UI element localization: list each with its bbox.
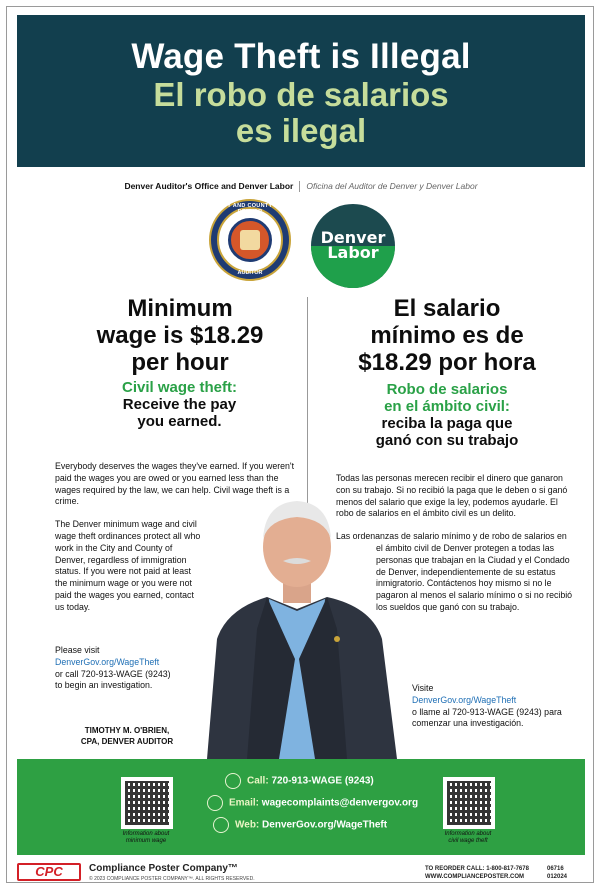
header-banner bbox=[17, 15, 585, 167]
denver-labor-line1: Denver bbox=[320, 228, 386, 247]
copyright: © 2023 COMPLIANCE POSTER COMPANY™. ALL RIGHTS RESERVED. bbox=[89, 876, 255, 882]
right-headline-line3: $18.29 por hora bbox=[358, 349, 536, 376]
auditor-portrait bbox=[187, 489, 407, 759]
seal-top-text: CITY AND COUNTY OF DENVER bbox=[217, 203, 283, 215]
right-sub-dark2: ganó con su trabajo bbox=[375, 432, 519, 449]
poster-code bbox=[547, 865, 567, 881]
qr-pattern bbox=[125, 781, 169, 825]
signature-line1: TIMOTHY M. O'BRIEN, bbox=[84, 726, 170, 735]
left-visit-block bbox=[55, 645, 205, 692]
qr-left-caption-1: Information about bbox=[122, 831, 170, 837]
left-headline bbox=[65, 295, 295, 376]
left-sub-dark2: you earned. bbox=[137, 413, 222, 430]
qr-left-caption-2: minimum wage bbox=[125, 838, 167, 844]
left-subheading bbox=[67, 379, 292, 430]
poster bbox=[6, 6, 594, 883]
qr-code-minimum-wage[interactable] bbox=[121, 777, 173, 829]
seal-bottom-text: AUDITOR bbox=[237, 270, 263, 276]
reorder-website[interactable]: WWW.COMPLIANCEPOSTER.COM bbox=[425, 874, 524, 880]
left-paragraph-1: Everybody deserves the wages they've earned. If you weren't paid the wages you are owed or you earned less than the wages required by the law, we can help. Civil wage theft is a crime. bbox=[55, 461, 295, 507]
denver-labor-logo-text bbox=[311, 230, 395, 260]
left-headline-line1: Minimum bbox=[127, 295, 233, 322]
reorder-info bbox=[425, 865, 529, 881]
right-paragraph-2: Las ordenanzas de salario mínimo y de robo de salarios en el ámbito civil de Denver protegen a todas las personas que trabajan en la Ciudad y el Condado de Denver, independientemente de su estatus inmigratorio. Contáctenos hoy mismo si no le pagaron al menos el salario mínimo o si no recibió los sueldos que ganó con su trabajo. bbox=[336, 531, 573, 612]
title-spanish-line2: es ilegal bbox=[235, 112, 367, 149]
email-label: Email: bbox=[229, 797, 260, 809]
denver-labor-line2: Labor bbox=[327, 243, 379, 262]
right-sub-dark1: reciba la paga que bbox=[381, 415, 513, 432]
call-label: Call: bbox=[247, 775, 269, 787]
left-visit-call: or call 720-913-WAGE (9243) bbox=[55, 668, 171, 679]
signature-line2: CPA, DENVER AUDITOR bbox=[80, 737, 174, 746]
contact-email-row[interactable] bbox=[207, 795, 487, 815]
portrait-pin bbox=[334, 636, 340, 642]
contact-web-row[interactable] bbox=[213, 817, 493, 837]
left-sub-green: Civil wage theft: bbox=[121, 379, 237, 396]
reorder-phone: TO REORDER CALL: 1-800-817-7678 bbox=[425, 866, 529, 872]
left-sub-dark1: Receive the pay bbox=[122, 396, 237, 413]
web-value: DenverGov.org/WageTheft bbox=[262, 819, 388, 831]
call-value: 720-913-WAGE (9243) bbox=[271, 775, 374, 787]
auditor-seal-logo bbox=[209, 199, 291, 281]
footer bbox=[17, 861, 585, 887]
left-visit-text: Please visit bbox=[55, 645, 100, 655]
org-english: Denver Auditor's Office and Denver Labor bbox=[124, 181, 294, 191]
right-visit-call: o llame al 720-913-WAGE (9243) para comenzar una investigación. bbox=[412, 706, 562, 729]
qr-left-caption bbox=[101, 831, 191, 845]
denver-labor-logo bbox=[311, 204, 395, 288]
left-headline-line3: per hour bbox=[131, 349, 229, 376]
left-visit-begin: to begin an investigation. bbox=[55, 680, 153, 691]
email-value: wagecomplaints@denvergov.org bbox=[261, 797, 419, 809]
cpc-logo: CPC bbox=[17, 863, 81, 881]
left-visit-link[interactable]: DenverGov.org/WageTheft bbox=[55, 656, 160, 667]
right-subheading bbox=[327, 381, 567, 449]
contact-call-row[interactable] bbox=[225, 773, 505, 793]
right-paragraph-1: Todas las personas merecen recibir el dinero que ganaron con su trabajo. Si no recibió la paga que le deben o si ganó menos del salario que exige la ley, podemos ayudarle. El robo de salarios en el ámbito civil es un delito. bbox=[336, 473, 568, 519]
qr-right-caption-2: civil wage theft bbox=[448, 838, 488, 844]
auditor-signature bbox=[57, 725, 197, 747]
org-separator bbox=[299, 181, 300, 192]
contact-banner bbox=[17, 759, 585, 855]
email-icon bbox=[207, 795, 223, 811]
globe-icon bbox=[213, 817, 229, 833]
company-name: Compliance Poster Company™ bbox=[89, 863, 238, 874]
right-headline bbox=[327, 295, 567, 376]
right-headline-line2: mínimo es de bbox=[370, 322, 524, 349]
right-sub-green1: Robo de salarios bbox=[386, 381, 508, 398]
phone-icon bbox=[225, 773, 241, 789]
right-sub-green2: en el ámbito civil: bbox=[384, 398, 510, 415]
seal-core bbox=[240, 230, 260, 250]
title-spanish-line1: El robo de salarios bbox=[153, 76, 449, 113]
right-visit-block bbox=[412, 683, 572, 730]
right-visit-link[interactable]: DenverGov.org/WageTheft bbox=[412, 694, 517, 705]
left-paragraph-2: The Denver minimum wage and civil wage theft ordinances protect all who work in the City and County of Denver, regardless of immigration status. If you were not paid at least the minimum wage or you were not paid the wages you earned, contact us today. bbox=[55, 519, 201, 612]
right-visit-text: Visite bbox=[412, 683, 434, 693]
org-line bbox=[7, 181, 595, 192]
right-headline-line1: El salario bbox=[393, 295, 501, 322]
qr-right-caption-1: Information about bbox=[444, 831, 492, 837]
left-headline-line2: wage is $18.29 bbox=[96, 322, 264, 349]
web-label: Web: bbox=[235, 819, 260, 831]
org-spanish: Oficina del Auditor de Denver y Denver Labor bbox=[306, 181, 478, 191]
title-english: Wage Theft is Illegal bbox=[131, 37, 471, 76]
poster-code-1: 06716 bbox=[547, 866, 564, 872]
poster-code-2: 012024 bbox=[547, 874, 568, 880]
